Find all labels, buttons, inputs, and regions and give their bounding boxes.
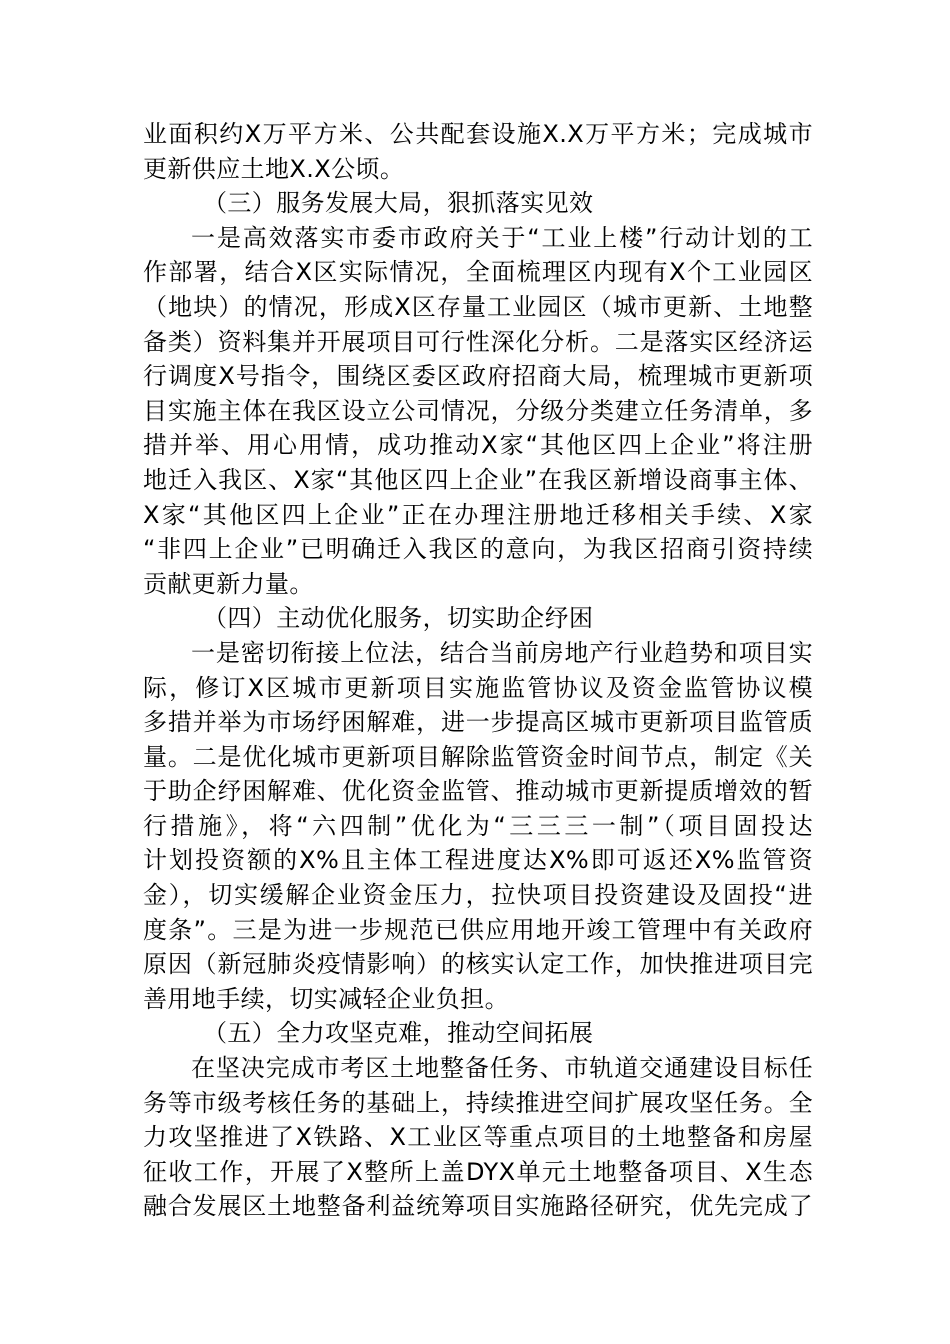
paragraph-line: 度条”。三是为进一步规范已供应用地开竣工管理中有关政府 [143, 915, 813, 944]
paragraph-line: 量。二是优化城市更新项目解除监管资金时间节点，制定《关 [143, 742, 813, 771]
section-heading: （五）全力攻坚克难，推动空间拓展 [203, 1019, 594, 1048]
paragraph-line: 融合发展区土地整备利益统筹项目实施路径研究，优先完成了 [143, 1192, 813, 1221]
paragraph-line: 业面积约X万平方米、公共配套设施X.X万平方米；完成城市 [143, 120, 813, 148]
paragraph-line: 作部署，结合X区实际情况，全面梳理区内现有X个工业园区 [143, 258, 813, 287]
paragraph-line: 于助企纾困解难、优化资金监管、推动城市更新提质增效的暂 [143, 777, 813, 806]
paragraph-line: 措并举、用心用情，成功推动X家“其他区四上企业”将注册 [143, 431, 813, 460]
document-body [143, 117, 813, 1224]
paragraph-line: 目实施主体在我区设立公司情况，分级分类建立任务清单，多 [143, 396, 813, 425]
section-heading: （四）主动优化服务，切实助企纾困 [203, 604, 594, 633]
paragraph-line: 征收工作，开展了X整所上盖DYX单元土地整备项目、X生态 [143, 1157, 813, 1186]
paragraph-line: 在坚决完成市考区土地整备任务、市轨道交通建设目标任 [191, 1054, 813, 1083]
paragraph-line: X家“其他区四上企业”正在办理注册地迁移相关手续、X家 [143, 500, 813, 529]
paragraph-line: “非四上企业”已明确迁入我区的意向，为我区招商引资持续 [143, 535, 813, 564]
paragraph-line: 备类）资料集并开展项目可行性深化分析。二是落实区经济运 [143, 327, 813, 356]
section-heading: （三）服务发展大局，狠抓落实见效 [203, 189, 594, 218]
paragraph-line: 原因（新冠肺炎疫情影响）的核实认定工作，加快推进项目完 [143, 950, 813, 979]
paragraph-line: 一是密切衔接上位法，结合当前房地产行业趋势和项目实 [191, 638, 813, 667]
paragraph-line: 更新供应土地X.X公顷。 [143, 154, 405, 183]
paragraph-line: （地块）的情况，形成X区存量工业园区（城市更新、土地整 [143, 292, 813, 321]
paragraph-line: 际，修订X区城市更新项目实施监管协议及资金监管协议模 [143, 673, 813, 702]
paragraph-line: 善用地手续，切实减轻企业负担。 [143, 984, 509, 1013]
paragraph-line: 力攻坚推进了X铁路、X工业区等重点项目的土地整备和房屋 [143, 1123, 813, 1152]
paragraph-line: 地迁入我区、X家“其他区四上企业”在我区新增设商事主体、 [143, 465, 813, 494]
paragraph-line: 多措并举为市场纾困解难，进一步提高区城市更新项目监管质 [143, 708, 813, 737]
paragraph-line: 金），切实缓解企业资金压力，拉快项目投资建设及固投“进 [143, 881, 813, 910]
paragraph-line: 务等市级考核任务的基础上，持续推进空间扩展攻坚任务。全 [143, 1088, 813, 1117]
paragraph-line: 行调度X号指令，围绕区委区政府招商大局，梳理城市更新项 [143, 362, 813, 391]
paragraph-line: 行措施》，将“六四制”优化为“三三三一制”（项目固投达 [143, 811, 813, 840]
paragraph-line: 计划投资额的X%且主体工程进度达X%即可返还X%监管资 [143, 846, 813, 875]
paragraph-line: 贡献更新力量。 [143, 569, 314, 598]
paragraph-line: 一是高效落实市委市政府关于“工业上楼”行动计划的工 [191, 223, 813, 252]
